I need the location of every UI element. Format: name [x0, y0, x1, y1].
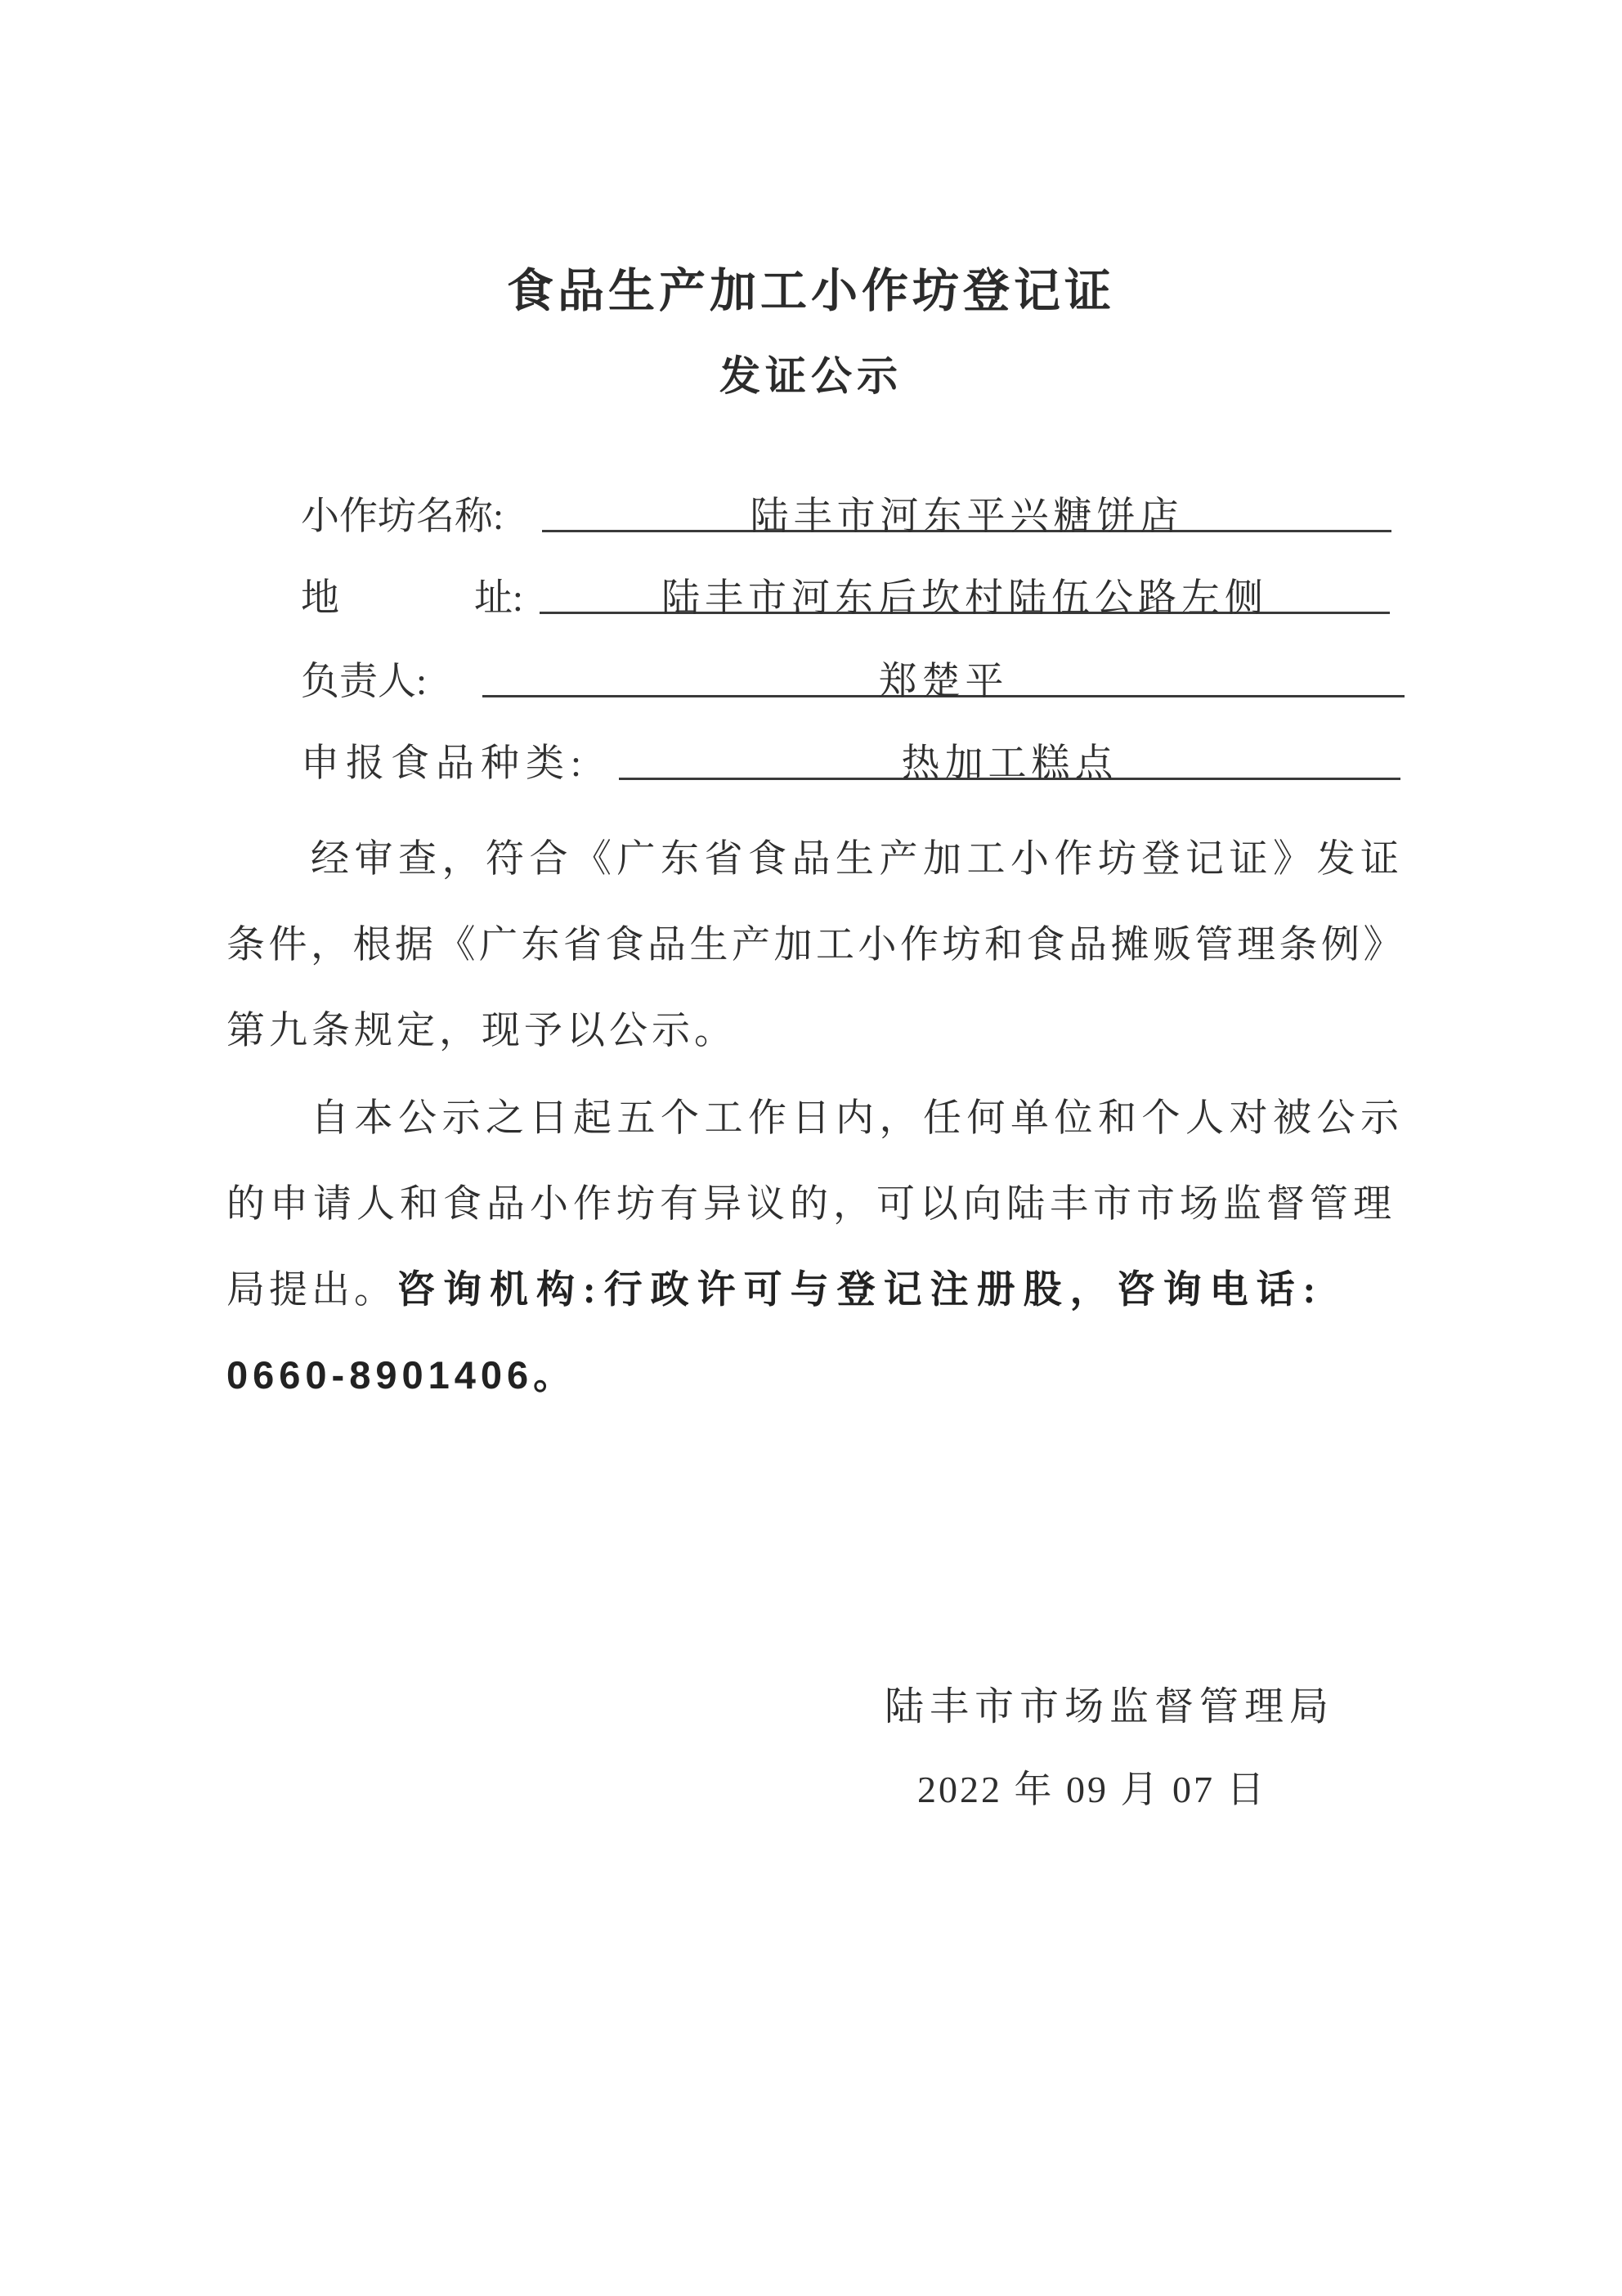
- page-subtitle: 发证公示: [719, 353, 903, 399]
- paragraph2-line3-normal: 局提出。: [226, 1269, 397, 1312]
- field-label-workshop-name: 小作坊名称:: [301, 496, 504, 538]
- paragraph1-line1: 经审查，符合《广东省食品生产加工小作坊登记证》发证: [311, 838, 1405, 881]
- field-label-address-part1: 地: [301, 577, 339, 620]
- issuer-name: 陆丰市市场监督管理局: [885, 1685, 1335, 1729]
- field-label-food-category: 申报食品种类:: [301, 742, 589, 785]
- field-label-address: [301, 567, 523, 622]
- field-value-workshop-name: 陆丰市河东平兴糖饼店: [750, 496, 1184, 538]
- page-title: 食品生产加工小作坊登记证: [507, 265, 1115, 317]
- paragraph2-line1: 自本公示之日起五个工作日内，任何单位和个人对被公示: [311, 1097, 1405, 1140]
- paragraph2-line2: 的申请人和食品小作坊有异议的，可以向陆丰市市场监督管理: [226, 1183, 1396, 1226]
- field-value-address: 陆丰市河东后坎村陆伍公路左侧: [661, 577, 1268, 620]
- paragraph2-line3: [226, 1259, 1324, 1314]
- field-value-person-in-charge: 郑楚平: [878, 661, 1009, 703]
- paragraph2-phone-number: 0660-8901406。: [226, 1353, 577, 1397]
- paragraph1-line2: 条件，根据《广东省食品生产加工小作坊和食品摊贩管理条例》: [226, 924, 1405, 966]
- paragraph2-line3-bold: 咨询机构:行政许可与登记注册股，咨询电话:: [397, 1269, 1324, 1312]
- field-value-food-category: 热加工糕点: [901, 742, 1118, 785]
- issue-date: 2022 年 09 月 07 日: [917, 1769, 1267, 1810]
- field-label-address-part2: 址:: [473, 577, 523, 620]
- paragraph1-line3: 第九条规定，现予以公示。: [226, 1010, 737, 1052]
- field-label-person-in-charge: 负责人:: [301, 661, 428, 703]
